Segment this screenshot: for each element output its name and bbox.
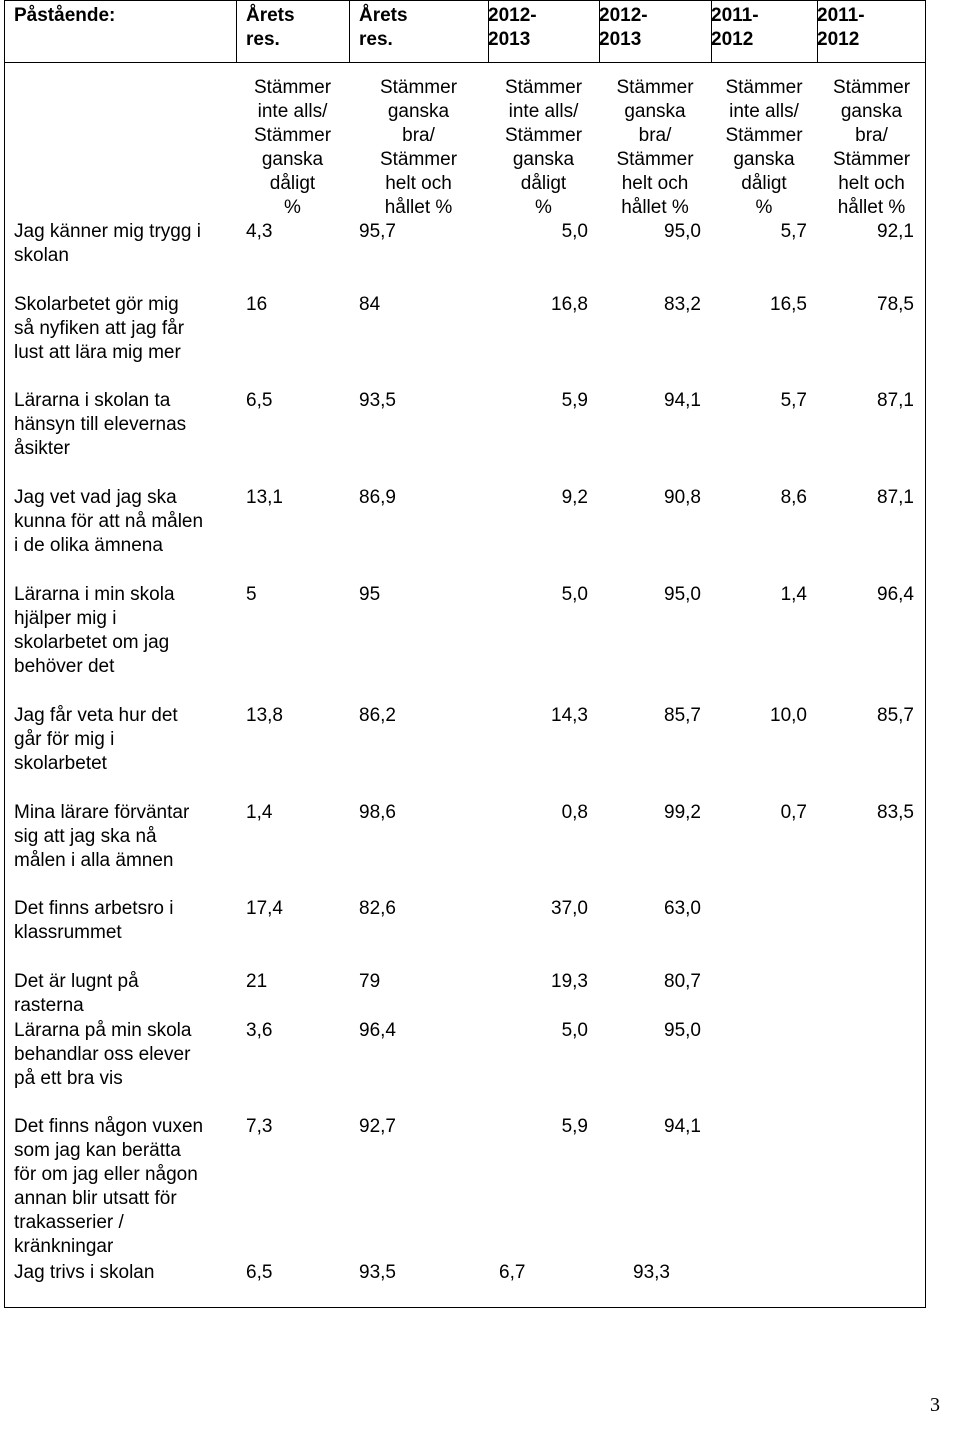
- row-label: Mina lärare förväntar sig att jag ska nå målen i alla ämnen: [14, 802, 190, 871]
- header-row-label: Påstående:: [14, 5, 116, 26]
- column-subhead: Stämmer ganska bra/ Stämmer helt och hållet %: [832, 77, 911, 218]
- table-cell: 9,2: [561, 487, 588, 508]
- table-cell: 86,2: [359, 705, 396, 726]
- table-cell: 95,0: [664, 584, 701, 605]
- header-year: Årets res.: [359, 5, 408, 50]
- table-cell: 14,3: [551, 705, 588, 726]
- table-cell: 6,7: [499, 1262, 526, 1283]
- table-cell: 87,1: [877, 487, 914, 508]
- table-cell: 96,4: [877, 584, 914, 605]
- column-subhead: Stämmer ganska bra/ Stämmer helt och hållet %: [379, 77, 458, 218]
- row-label: Jag känner mig trygg i skolan: [14, 221, 201, 266]
- table-cell: 79: [359, 971, 381, 992]
- table-cell: 93,5: [359, 390, 396, 411]
- table-cell: 93,3: [633, 1262, 670, 1283]
- table-cell: 90,8: [664, 487, 701, 508]
- table-cell: 92,1: [877, 221, 914, 242]
- table-cell: 5,9: [561, 390, 588, 411]
- header-year: 2011- 2012: [711, 5, 759, 50]
- row-label: Det finns någon vuxen som jag kan berätta för om jag eller någon annan blir utsatt för trakasserier / kränkningar: [14, 1116, 204, 1257]
- table-cell: 94,1: [664, 1116, 701, 1137]
- table-cell: 87,1: [877, 390, 914, 411]
- column-subhead: Stämmer inte alls/ Stämmer ganska dåligt %: [253, 77, 332, 218]
- table-cell: 96,4: [359, 1020, 396, 1041]
- table-cell: 93,5: [359, 1262, 396, 1283]
- table-cell: 13,1: [246, 487, 283, 508]
- table-cell: 98,6: [359, 802, 396, 823]
- row-label: Lärarna i skolan ta hänsyn till elevernas åsikter: [14, 390, 187, 459]
- table-cell: 5,0: [561, 584, 588, 605]
- table-cell: 5: [246, 584, 257, 605]
- table-cell: 83,5: [877, 802, 914, 823]
- table-cell: 92,7: [359, 1116, 396, 1137]
- column-subhead: Stämmer inte alls/ Stämmer ganska dåligt %: [725, 77, 803, 218]
- table-cell: 7,3: [246, 1116, 273, 1137]
- table-cell: 5,7: [780, 221, 807, 242]
- table-cell: 83,2: [664, 294, 701, 315]
- table-cell: 1,4: [246, 802, 273, 823]
- table-cell: 3,6: [246, 1020, 273, 1041]
- table-cell: 4,3: [246, 221, 273, 242]
- row-label: Skolarbetet gör mig så nyfiken att jag får lust att lära mig mer: [14, 294, 185, 363]
- table-cell: 5,7: [780, 390, 807, 411]
- table-cell: 95,0: [664, 221, 701, 242]
- header-year: Årets res.: [246, 5, 295, 50]
- table-cell: 5,0: [561, 221, 588, 242]
- table-cell: 16,5: [770, 294, 807, 315]
- page-number: 3: [930, 1394, 940, 1416]
- row-label: Jag trivs i skolan: [14, 1262, 155, 1283]
- column-subhead: Stämmer inte alls/ Stämmer ganska dåligt %: [504, 77, 583, 218]
- table-cell: 0,8: [561, 802, 588, 823]
- table-cell: 85,7: [664, 705, 701, 726]
- table-cell: 8,6: [780, 487, 807, 508]
- table-cell: 6,5: [246, 390, 273, 411]
- header-rule: [4, 62, 926, 63]
- row-label: Lärarna i min skola hjälper mig i skolarbetet om jag behöver det: [14, 584, 175, 677]
- table-cell: 16,8: [551, 294, 588, 315]
- header-year: 2012- 2013: [488, 5, 537, 50]
- header-divider: [236, 0, 237, 62]
- table-cell: 13,8: [246, 705, 283, 726]
- table-cell: 86,9: [359, 487, 396, 508]
- table-cell: 95,7: [359, 221, 396, 242]
- table-cell: 5,0: [561, 1020, 588, 1041]
- row-label: Det är lugnt på rasterna: [14, 971, 139, 1016]
- table-cell: 19,3: [551, 971, 588, 992]
- table-cell: 6,5: [246, 1262, 273, 1283]
- table-cell: 95: [359, 584, 381, 605]
- table-cell: 17,4: [246, 898, 283, 919]
- table-cell: 21: [246, 971, 268, 992]
- table-cell: 85,7: [877, 705, 914, 726]
- table-cell: 80,7: [664, 971, 701, 992]
- row-label: Det finns arbetsro i klassrummet: [14, 898, 174, 943]
- table-cell: 78,5: [877, 294, 914, 315]
- table-cell: 0,7: [780, 802, 807, 823]
- table-cell: 16: [246, 294, 268, 315]
- column-subhead: Stämmer ganska bra/ Stämmer helt och hållet %: [616, 77, 694, 218]
- table-cell: 99,2: [664, 802, 701, 823]
- header-year: 2011- 2012: [817, 5, 865, 50]
- row-label: Jag får veta hur det går för mig i skolarbetet: [14, 705, 178, 774]
- table-cell: 37,0: [551, 898, 588, 919]
- table-cell: 63,0: [664, 898, 701, 919]
- table-cell: 95,0: [664, 1020, 701, 1041]
- table-cell: 84: [359, 294, 381, 315]
- table-cell: 5,9: [561, 1116, 588, 1137]
- table-cell: 1,4: [780, 584, 807, 605]
- table-cell: 94,1: [664, 390, 701, 411]
- header-year: 2012- 2013: [599, 5, 648, 50]
- row-label: Jag vet vad jag ska kunna för att nå målen i de olika ämnena: [14, 487, 204, 556]
- row-label: Lärarna på min skola behandlar oss elever på ett bra vis: [14, 1020, 192, 1089]
- table-cell: 10,0: [770, 705, 807, 726]
- header-divider: [349, 0, 350, 62]
- table-cell: 82,6: [359, 898, 396, 919]
